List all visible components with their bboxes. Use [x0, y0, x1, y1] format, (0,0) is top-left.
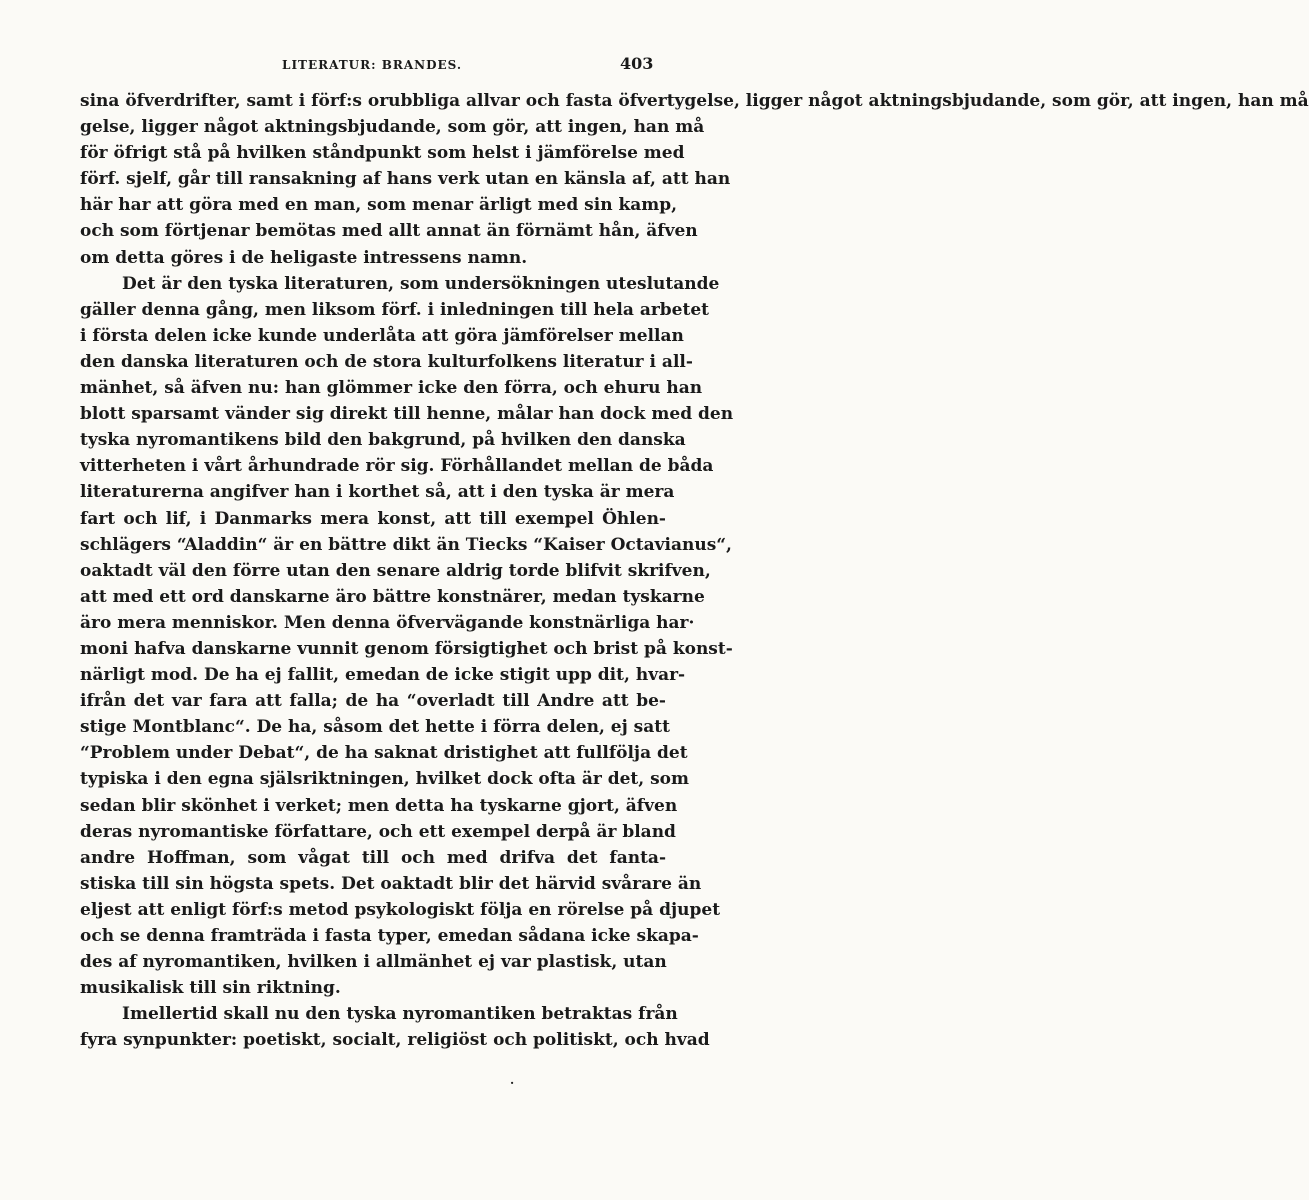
text-line: och se denna framträda i fasta typer, emedan sådana icke skapa- [80, 926, 699, 946]
text-line: fart och lif, i Danmarks mera konst, att till exempel Öhlen- [80, 508, 666, 529]
text-line: oaktadt väl den förre utan den senare aldrig torde blifvit skrifven, [80, 560, 711, 581]
text-line: literaturerna angifver han i korthet så, att i den tyska är mera [80, 482, 675, 503]
text-line: gäller denna gång, men liksom förf. i inledningen till hela arbetet [80, 299, 710, 320]
text-line: närligt mod. De ha ej fallit, emedan de icke stigit upp dit, hvar- [80, 665, 686, 686]
page-number: 403 [620, 54, 654, 73]
text-line: stige Montblanc“. De ha, såsom det hette i förra delen, ej satt [80, 717, 670, 738]
text-line: mänhet, så äfven nu: han glömmer icke den förra, och ehuru han [80, 378, 703, 399]
text-line: sina öfverdrifter, samt i förf:s orubbliga allvar och fasta öfvertygelse, ligger något aktningsbjudande, som gör, att ingen, han må [80, 91, 1309, 111]
text-line: eljest att enligt förf:s metod psykologiskt följa en rörelse på djupet [80, 899, 721, 920]
text-line: “Problem under Debat“, de ha saknat dristighet att fullfölja det [80, 743, 688, 764]
text-line: att med ett ord danskarne äro bättre konstnärer, medan tyskarne [80, 586, 705, 607]
text-line: des af nyromantiken, hvilken i allmänhet ej var plastisk, utan [80, 952, 667, 973]
running-title: LITERATUR: BRANDES. [282, 58, 463, 72]
text-line: typiska i den egna själsriktningen, hvilket dock ofta är det, som [80, 769, 690, 790]
text-line: tyska nyromantikens bild den bakgrund, på hvilken den danska [80, 430, 686, 451]
text-line: Det är den tyska literaturen, som undersökningen uteslutande [122, 273, 720, 294]
text-line: andre Hoffman, som vågat till och med drifva det fanta- [80, 847, 666, 868]
text-line: ifrån det var fara att falla; de ha “overladt till Andre att be- [80, 691, 666, 712]
text-line: här har att göra med en man, som menar ärligt med sin kamp, [80, 195, 678, 216]
text-line: äro mera menniskor. Men denna öfvervägande konstnärliga har· [80, 612, 695, 633]
text-line: fyra synpunkter: poetiskt, socialt, religiöst och politiskt, och hvad [80, 1030, 710, 1051]
text-line: musikalisk till sin riktning. [80, 978, 341, 999]
text-line: den danska literaturen och de stora kulturfolkens literatur i all- [80, 351, 693, 372]
text-line: Imellertid skall nu den tyska nyromantiken betraktas från [122, 1004, 678, 1025]
text-line: gelse, ligger något aktningsbjudande, som gör, att ingen, han må [80, 117, 705, 138]
stray-ink-mark: · [510, 1076, 515, 1090]
text-line: blott sparsamt vänder sig direkt till henne, målar han dock med den [80, 404, 734, 425]
text-line: för öfrigt stå på hvilken ståndpunkt som helst i jämförelse med [80, 143, 685, 164]
text-line: deras nyromantiske författare, och ett exempel derpå är bland [80, 821, 676, 842]
text-line: vitterheten i vårt århundrade rör sig. Förhållandet mellan de båda [80, 456, 714, 477]
text-line: sedan blir skönhet i verket; men detta ha tyskarne gjort, äfven [80, 795, 678, 816]
text-line: förf. sjelf, går till ransakning af hans verk utan en känsla af, att han [80, 169, 731, 190]
body-text [80, 88, 1309, 1053]
text-line: moni hafva danskarne vunnit genom försigtighet och brist på konst- [80, 638, 733, 659]
text-line: schlägers “Aladdin“ är en bättre dikt än Tiecks “Kaiser Octavianus“, [80, 534, 732, 555]
text-line: om detta göres i de heligaste intressens namn. [80, 247, 528, 268]
text-line: och som förtjenar bemötas med allt annat än förnämt hån, äfven [80, 221, 698, 242]
text-line: i första delen icke kunde underlåta att göra jämförelser mellan [80, 325, 684, 346]
text-line: stiska till sin högsta spets. Det oaktadt blir det härvid svårare än [80, 873, 702, 894]
